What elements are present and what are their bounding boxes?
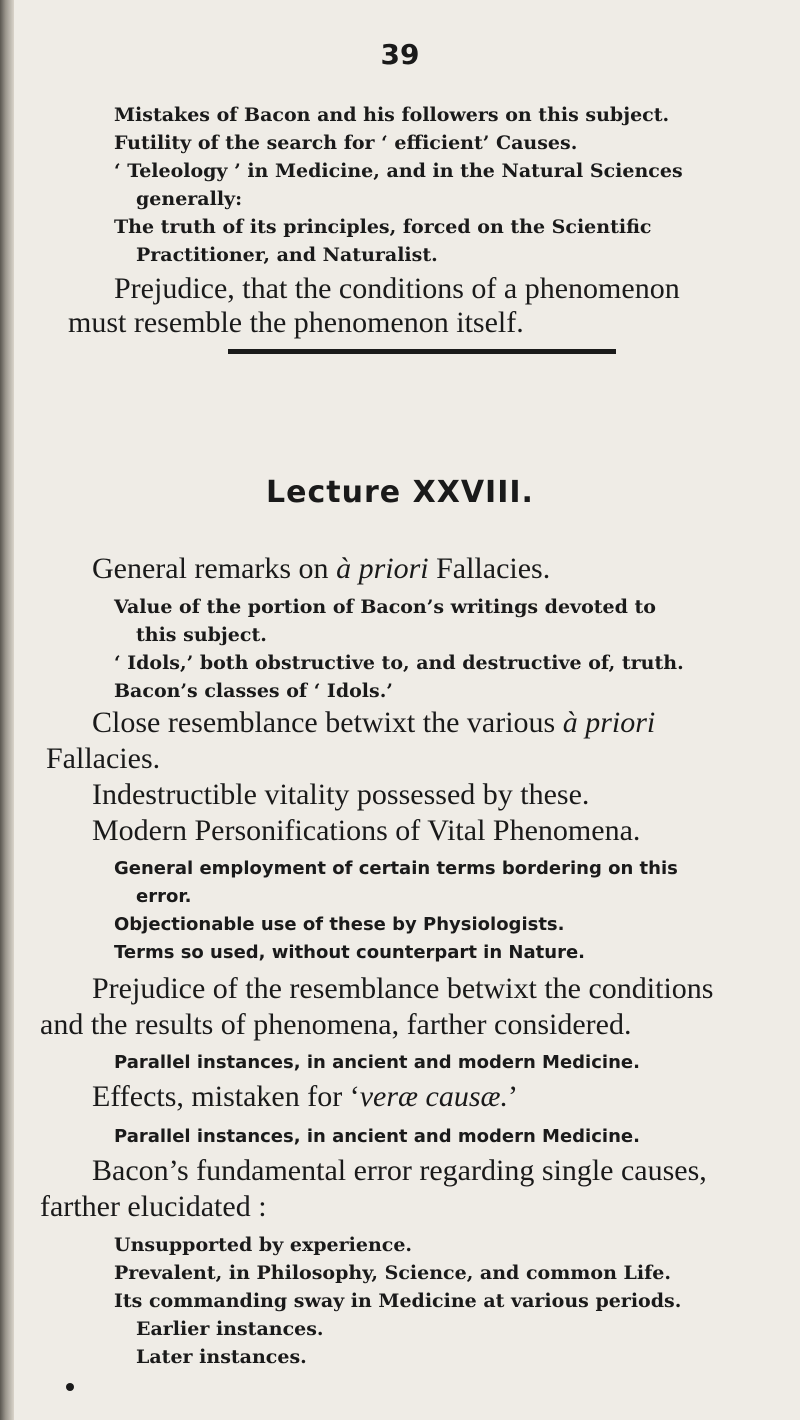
lecture-heading: Lecture XXVIII. xyxy=(266,475,534,510)
text-line: Bacon’s classes of ‘ Idols.’ xyxy=(114,680,393,702)
text-line: The truth of its principles, forced on the Scientific xyxy=(114,216,652,238)
text-line: Value of the portion of Bacon’s writings devoted to xyxy=(114,596,656,618)
text-line: Terms so used, without counterpart in Nature. xyxy=(114,942,585,963)
section-divider xyxy=(228,349,616,354)
prejudice-resemblance-line: and the results of phenomena, farther considered. xyxy=(40,1008,632,1041)
text-line: Unsupported by experience. xyxy=(114,1234,413,1256)
text-line: error. xyxy=(136,886,192,907)
close-resemblance-line xyxy=(92,706,655,740)
text-line: General employment of certain terms bordering on this xyxy=(114,858,678,879)
effects-text: Effects, mistaken for ‘ xyxy=(92,1080,360,1113)
prejudice-resemblance-line: Prejudice of the resemblance betwixt the conditions xyxy=(92,972,714,1005)
general-remarks-line xyxy=(92,552,550,586)
text-line: Prevalent, in Philosophy, Science, and common Life. xyxy=(114,1262,671,1284)
page-number: 39 xyxy=(380,38,420,71)
text-line: Its commanding sway in Medicine at various periods. xyxy=(114,1290,682,1312)
text-line: Earlier instances. xyxy=(136,1318,324,1340)
text-line: Later instances. xyxy=(136,1346,307,1368)
general-remarks-italic: à priori xyxy=(336,552,429,585)
text-line: ‘ Idols,’ both obstructive to, and destructive of, truth. xyxy=(114,652,684,674)
modern-personifications-line: Modern Personifications of Vital Phenomena. xyxy=(92,814,641,847)
general-remarks-text: General remarks on xyxy=(92,552,337,585)
effects-text: ’ xyxy=(508,1080,519,1113)
text-line: this subject. xyxy=(136,624,267,646)
bacon-error-line: Bacon’s fundamental error regarding single causes, xyxy=(92,1154,707,1187)
indestructible-line: Indestructible vitality possessed by these. xyxy=(92,778,590,811)
ink-dot xyxy=(66,1383,74,1391)
parallel-instances-line: Parallel instances, in ancient and modern Medicine. xyxy=(114,1126,640,1147)
prejudice-line: must resemble the phenomenon itself. xyxy=(68,306,524,339)
text-line: Mistakes of Bacon and his followers on this subject. xyxy=(114,104,670,126)
effects-italic: veræ causæ. xyxy=(359,1080,509,1113)
text-line: Objectionable use of these by Physiologists. xyxy=(114,914,565,935)
text-line: generally: xyxy=(136,188,243,210)
general-remarks-text: Fallacies. xyxy=(428,552,551,585)
text-line: Practitioner, and Naturalist. xyxy=(136,244,438,266)
text-line: ‘ Teleology ’ in Medicine, and in the Natural Sciences xyxy=(114,160,683,182)
prejudice-line: Prejudice, that the conditions of a phenomenon xyxy=(114,272,680,305)
page-binding-edge xyxy=(0,0,14,1420)
close-resemblance-line: Fallacies. xyxy=(46,742,161,775)
close-resemblance-text: Close resemblance betwixt the various xyxy=(92,706,563,739)
parallel-instances-line: Parallel instances, in ancient and modern Medicine. xyxy=(114,1052,640,1073)
bacon-error-line: farther elucidated : xyxy=(40,1190,267,1223)
effects-line xyxy=(92,1080,518,1114)
text-line: Futility of the search for ‘ efficient’ Causes. xyxy=(114,132,578,154)
close-resemblance-italic: à priori xyxy=(562,706,656,739)
